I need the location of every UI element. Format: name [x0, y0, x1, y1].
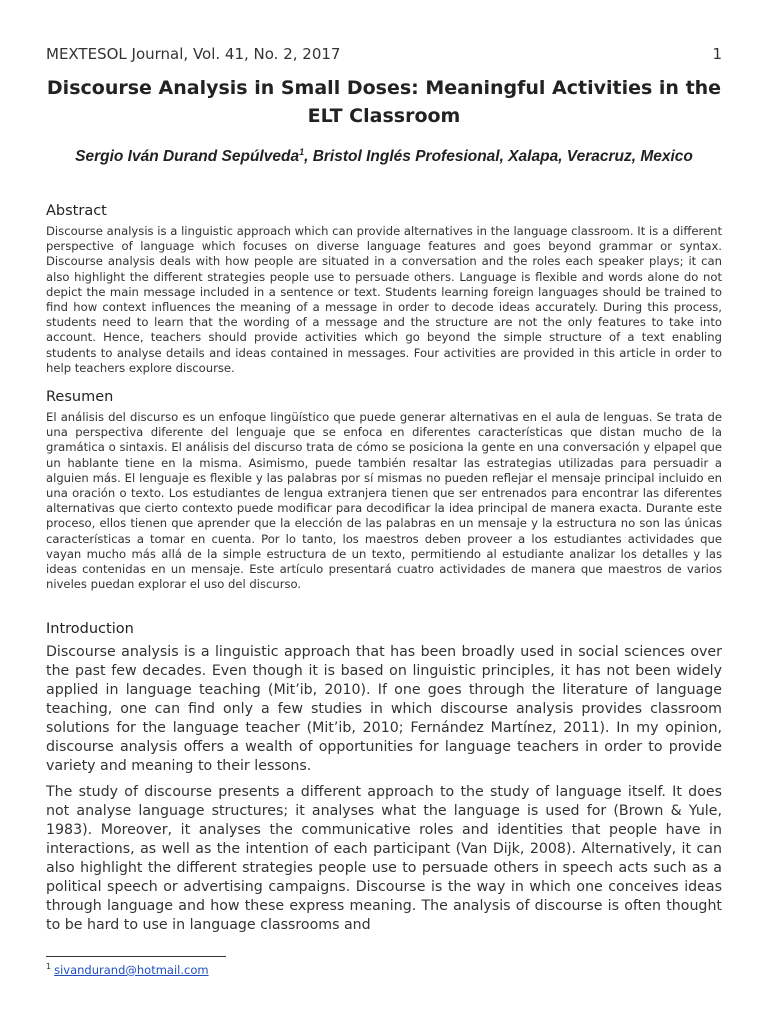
introduction-heading: Introduction — [46, 621, 134, 637]
author-footnote-mark[interactable]: 1 — [299, 146, 305, 157]
article-title: Discourse Analysis in Small Doses: Meaningful Activities in the ELT Classroom — [46, 77, 722, 127]
footnote-mark: 1 — [46, 962, 52, 971]
author-affiliation: , Bristol Inglés Profesional, Xalapa, Veracruz, Mexico — [304, 148, 693, 165]
introduction-paragraph-1: Discourse analysis is a linguistic approach that has been broadly used in social sciences over the past few decades. Even though it is based on linguistic principles, it has not been widely applied in language teaching (Mit’ib, 2010). If one goes through the literature of language teaching, one can find only a few studies in which discourse analysis provides classroom solutions for the language teacher (Mit’ib, 2010; Fernández Martínez, 2011). In my opinion, discourse analysis offers a wealth of opportunities for language teachers in order to provide variety and meaning to their lessons. — [46, 644, 722, 774]
author-name: Sergio Iván Durand Sepúlveda — [75, 148, 300, 165]
footnote-divider — [46, 956, 226, 957]
running-head — [46, 45, 722, 63]
introduction-paragraph-2: The study of discourse presents a different approach to the study of language itself. It does not analyse language structures; it analyses what the language is used for (Brown & Yule, 1983). Moreover, it analyses the communicative roles and identities that people have in interactions, as well as the intention of each participant (Van Dijk, 2008). Alternatively, it can also highlight the different strategies people use to persuade others in speech acts such as a political speech or advertising campaigns. Discourse is the way in which one conceives ideas through language and how these express meaning. The analysis of discourse is often thought to be hard to use in language classrooms and — [46, 784, 722, 933]
author-line — [40, 143, 728, 171]
author-email-link[interactable]: sivandurand@hotmail.com — [54, 962, 209, 977]
resumen-heading: Resumen — [46, 389, 114, 405]
abstract-heading: Abstract — [46, 203, 107, 219]
footnote — [46, 962, 209, 977]
page-number: 1 — [712, 45, 722, 63]
resumen-text: El análisis del discurso es un enfoque lingüístico que puede generar alternativas en el aula de lenguas. Se trata de una perspectiva diferente del lenguaje que se enfoca en diferentes características que distan mucho de la gramática o sintaxis. El análisis del discurso trata de cómo se posiciona la gente en una conversación y elpapel que un hablante tiene en la misma. Asimismo, puede también resaltar las estrategias utilizadas para persuadir a alguien más. El lenguaje es flexible y las palabras por sí mismas no pueden reflejar el mensaje principal incluido en una oración o texto. Los estudiantes de lengua extranjera tienen que ser entrenados para encontrar las diferentes alternativas que cierto contexto puede modificar para decodificar la idea principal de manera exacta. Durante este proceso, ellos tienen que aprender que la elección de las palabras en un mensaje y la estructura no son las únicas características a tomar en cuenta. Por lo tanto, los maestros deben proveer a los estudiantes actividades que vayan mucho más allá de la simple estructura de un texto, permitiendo al estudiante analizar los detalles y las ideas contenidas en un mensaje. Este artículo presentará cuatro actividades de manera que maestros de varios niveles puedan explorar el uso del discurso. — [46, 410, 722, 592]
abstract-text: Discourse analysis is a linguistic approach which can provide alternatives in the language classroom. It is a different perspective of language which focuses on diverse language features and goes beyond grammar or syntax. Discourse analysis deals with how people are situated in a conversation and the roles each speaker plays; it can also highlight the different strategies people use to persuade others. Language is flexible and words alone do not depict the main message included in a sentence or text. Students learning foreign languages should be trained to find how context influences the meaning of a message in order to decode ideas accurately. During this process, students need to learn that the wording of a message and the structure are not the only features to take into account. Hence, teachers should provide activities which go beyond the simple structure of a text enabling students to analyse details and ideas contained in messages. Four activities are provided in this article in order to help teachers explore discourse. — [46, 224, 722, 375]
journal-citation: MEXTESOL Journal, Vol. 41, No. 2, 2017 — [46, 45, 341, 63]
